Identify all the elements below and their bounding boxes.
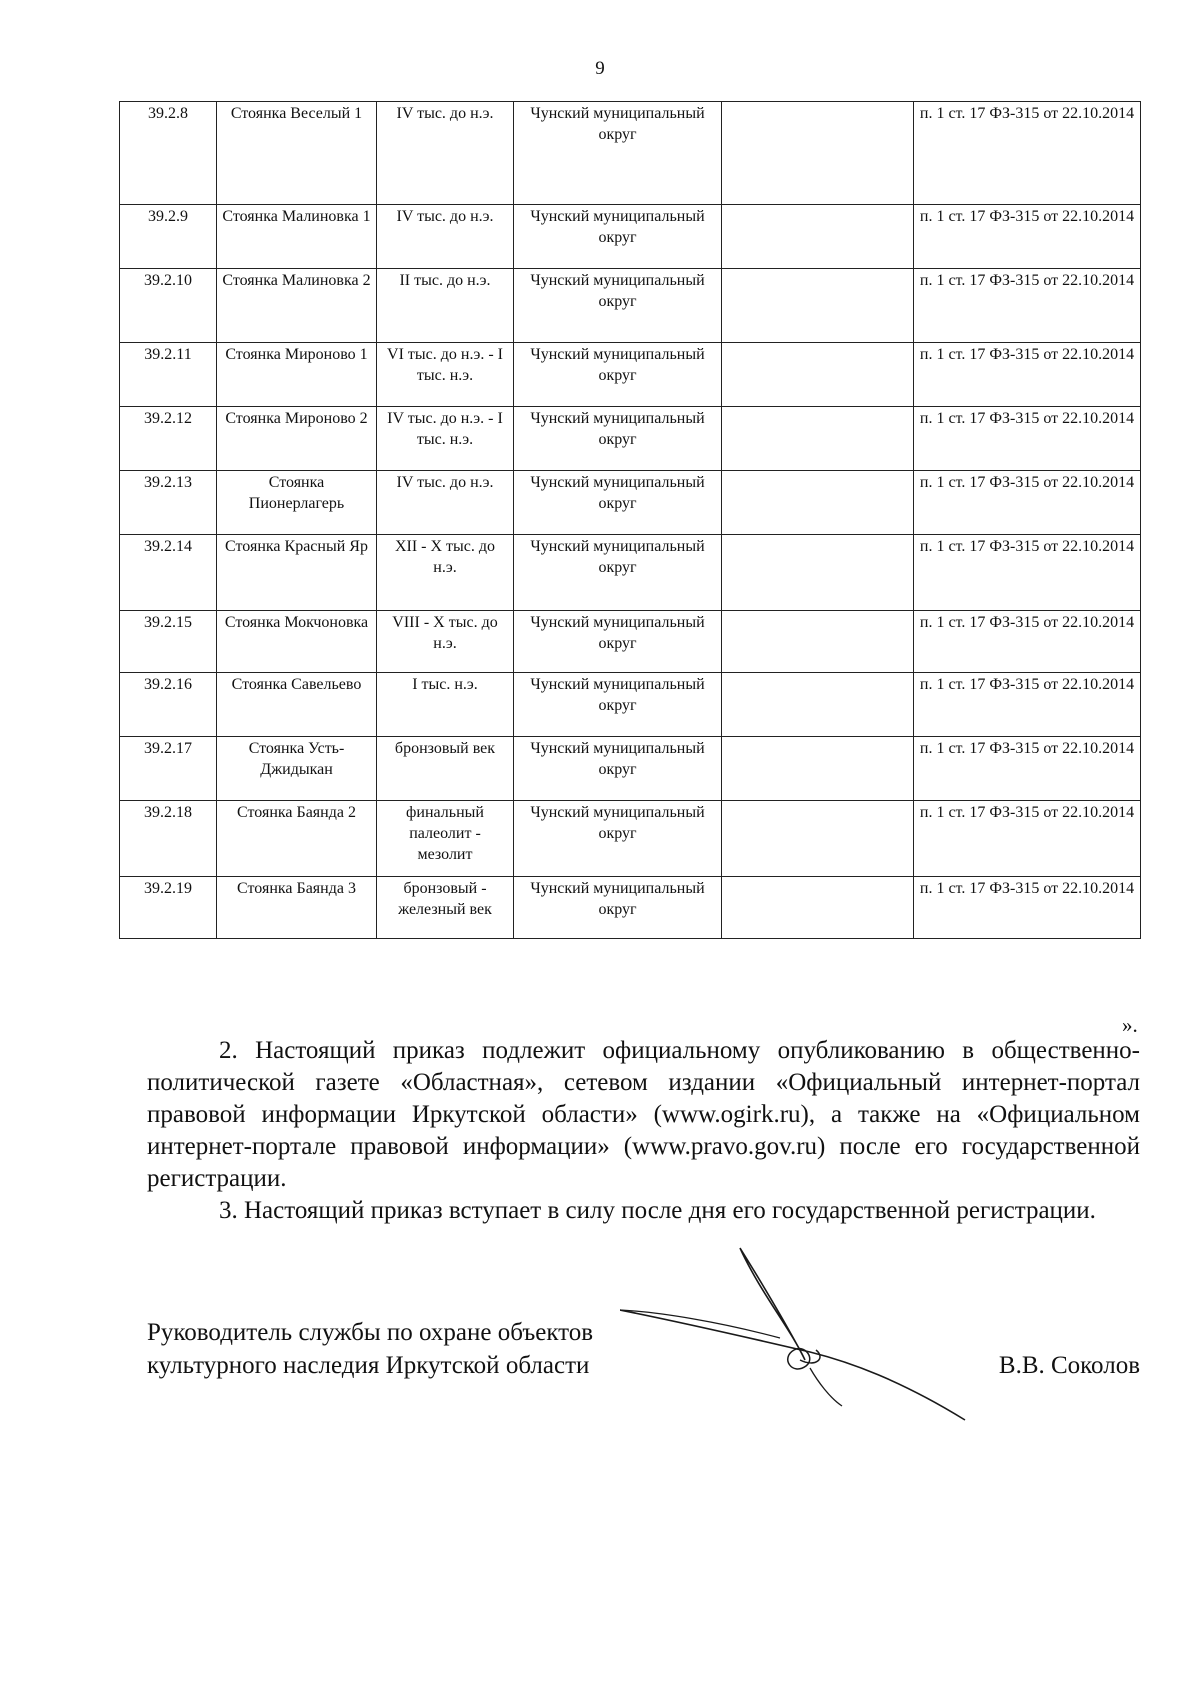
dating-cell: VIII - X тыс. до н.э. <box>377 611 514 673</box>
object-name-cell: Стоянка Малиновка 1 <box>217 205 377 269</box>
object-name-cell: Стоянка Усть-Джидыкан <box>217 737 377 801</box>
table-row <box>120 269 1141 343</box>
legal-basis-cell: п. 1 ст. 17 ФЗ-315 от 22.10.2014 <box>914 737 1141 801</box>
page-number: 9 <box>595 58 605 79</box>
signer-name: В.В. Соколов <box>998 1352 1140 1379</box>
object-number-cell: 39.2.15 <box>120 611 217 673</box>
legal-basis-cell: п. 1 ст. 17 ФЗ-315 от 22.10.2014 <box>914 471 1141 535</box>
signer-position <box>147 1316 593 1382</box>
legal-basis-cell: п. 1 ст. 17 ФЗ-315 от 22.10.2014 <box>914 801 1141 877</box>
note-cell <box>722 877 914 939</box>
object-name-cell: Стоянка Малиновка 2 <box>217 269 377 343</box>
dating-cell: I тыс. н.э. <box>377 673 514 737</box>
legal-basis-cell: п. 1 ст. 17 ФЗ-315 от 22.10.2014 <box>914 673 1141 737</box>
legal-basis-cell: п. 1 ст. 17 ФЗ-315 от 22.10.2014 <box>914 205 1141 269</box>
dating-cell: бронзовый век <box>377 737 514 801</box>
location-cell: Чунский муниципальный округ <box>514 801 722 877</box>
table-row <box>120 611 1141 673</box>
note-cell <box>722 535 914 611</box>
table-row <box>120 737 1141 801</box>
location-cell: Чунский муниципальный округ <box>514 673 722 737</box>
object-number-cell: 39.2.13 <box>120 471 217 535</box>
table-row <box>120 205 1141 269</box>
dating-cell: IV тыс. до н.э. <box>377 205 514 269</box>
object-number-cell: 39.2.18 <box>120 801 217 877</box>
dating-cell: бронзовый - железный век <box>377 877 514 939</box>
legal-basis-cell: п. 1 ст. 17 ФЗ-315 от 22.10.2014 <box>914 343 1141 407</box>
object-name-cell: Стоянка Савельево <box>217 673 377 737</box>
dating-cell: IV тыс. до н.э. <box>377 102 514 205</box>
legal-basis-cell: п. 1 ст. 17 ФЗ-315 от 22.10.2014 <box>914 611 1141 673</box>
paragraph-publication: 2. Настоящий приказ подлежит официальному опубликованию в общественно-политической газете «Областная», сетевом издании «Официальный интернет-портал правовой информации Иркутской области» (www.ogirk.ru), а также на «Официальном интернет-портале правовой информации» (www.pravo.gov.ru) после его государственной регистрации. <box>147 1037 1140 1192</box>
object-number-cell: 39.2.16 <box>120 673 217 737</box>
table-row <box>120 673 1141 737</box>
dating-cell: II тыс. до н.э. <box>377 269 514 343</box>
location-cell: Чунский муниципальный округ <box>514 269 722 343</box>
table-row <box>120 343 1141 407</box>
table-row <box>120 471 1141 535</box>
object-name-cell: Стоянка Баянда 3 <box>217 877 377 939</box>
location-cell: Чунский муниципальный округ <box>514 611 722 673</box>
location-cell: Чунский муниципальный округ <box>514 535 722 611</box>
note-cell <box>722 801 914 877</box>
note-cell <box>722 269 914 343</box>
signer-position-line: культурного наследия Иркутской области <box>147 1352 590 1379</box>
table-row <box>120 877 1141 939</box>
object-name-cell: Стоянка Мироново 2 <box>217 407 377 471</box>
location-cell: Чунский муниципальный округ <box>514 205 722 269</box>
object-name-cell: Стоянка Мокчоновка <box>217 611 377 673</box>
note-cell <box>722 205 914 269</box>
object-name-cell: Стоянка Веселый 1 <box>217 102 377 205</box>
location-cell: Чунский муниципальный округ <box>514 471 722 535</box>
table-row <box>120 407 1141 471</box>
location-cell: Чунский муниципальный округ <box>514 877 722 939</box>
legal-basis-cell: п. 1 ст. 17 ФЗ-315 от 22.10.2014 <box>914 407 1141 471</box>
note-cell <box>722 673 914 737</box>
note-cell <box>722 737 914 801</box>
note-cell <box>722 407 914 471</box>
dating-cell: XII - X тыс. до н.э. <box>377 535 514 611</box>
object-name-cell: Стоянка Мироново 1 <box>217 343 377 407</box>
object-number-cell: 39.2.10 <box>120 269 217 343</box>
note-cell <box>722 102 914 205</box>
object-number-cell: 39.2.14 <box>120 535 217 611</box>
table-body <box>120 102 1141 939</box>
note-cell <box>722 471 914 535</box>
location-cell: Чунский муниципальный округ <box>514 102 722 205</box>
dating-cell: IV тыс. до н.э. <box>377 471 514 535</box>
note-cell <box>722 611 914 673</box>
location-cell: Чунский муниципальный округ <box>514 737 722 801</box>
object-name-cell: Стоянка Красный Яр <box>217 535 377 611</box>
dating-cell: VI тыс. до н.э. - I тыс. н.э. <box>377 343 514 407</box>
location-cell: Чунский муниципальный округ <box>514 343 722 407</box>
order-text <box>147 1035 1140 1227</box>
object-name-cell: Стоянка Пионерлагерь <box>217 471 377 535</box>
legal-basis-cell: п. 1 ст. 17 ФЗ-315 от 22.10.2014 <box>914 102 1141 205</box>
table-row <box>120 102 1141 205</box>
legal-basis-cell: п. 1 ст. 17 ФЗ-315 от 22.10.2014 <box>914 535 1141 611</box>
location-cell: Чунский муниципальный округ <box>514 407 722 471</box>
object-number-cell: 39.2.8 <box>120 102 217 205</box>
object-number-cell: 39.2.12 <box>120 407 217 471</box>
table-row <box>120 801 1141 877</box>
table-row <box>120 535 1141 611</box>
closing-quote: ». <box>1122 1013 1138 1037</box>
object-number-cell: 39.2.11 <box>120 343 217 407</box>
dating-cell: IV тыс. до н.э. - I тыс. н.э. <box>377 407 514 471</box>
object-name-cell: Стоянка Баянда 2 <box>217 801 377 877</box>
handwritten-signature <box>620 1200 980 1440</box>
legal-basis-cell: п. 1 ст. 17 ФЗ-315 от 22.10.2014 <box>914 877 1141 939</box>
object-number-cell: 39.2.17 <box>120 737 217 801</box>
object-number-cell: 39.2.19 <box>120 877 217 939</box>
note-cell <box>722 343 914 407</box>
heritage-objects-table <box>119 101 1141 939</box>
signer-position-line: Руководитель службы по охране объектов <box>147 1319 594 1346</box>
paragraph-effective-date: 3. Настоящий приказ вступает в силу после дня его государственной регистрации. <box>219 1197 1096 1224</box>
object-number-cell: 39.2.9 <box>120 205 217 269</box>
dating-cell: финальный палеолит - мезолит <box>377 801 514 877</box>
legal-basis-cell: п. 1 ст. 17 ФЗ-315 от 22.10.2014 <box>914 269 1141 343</box>
